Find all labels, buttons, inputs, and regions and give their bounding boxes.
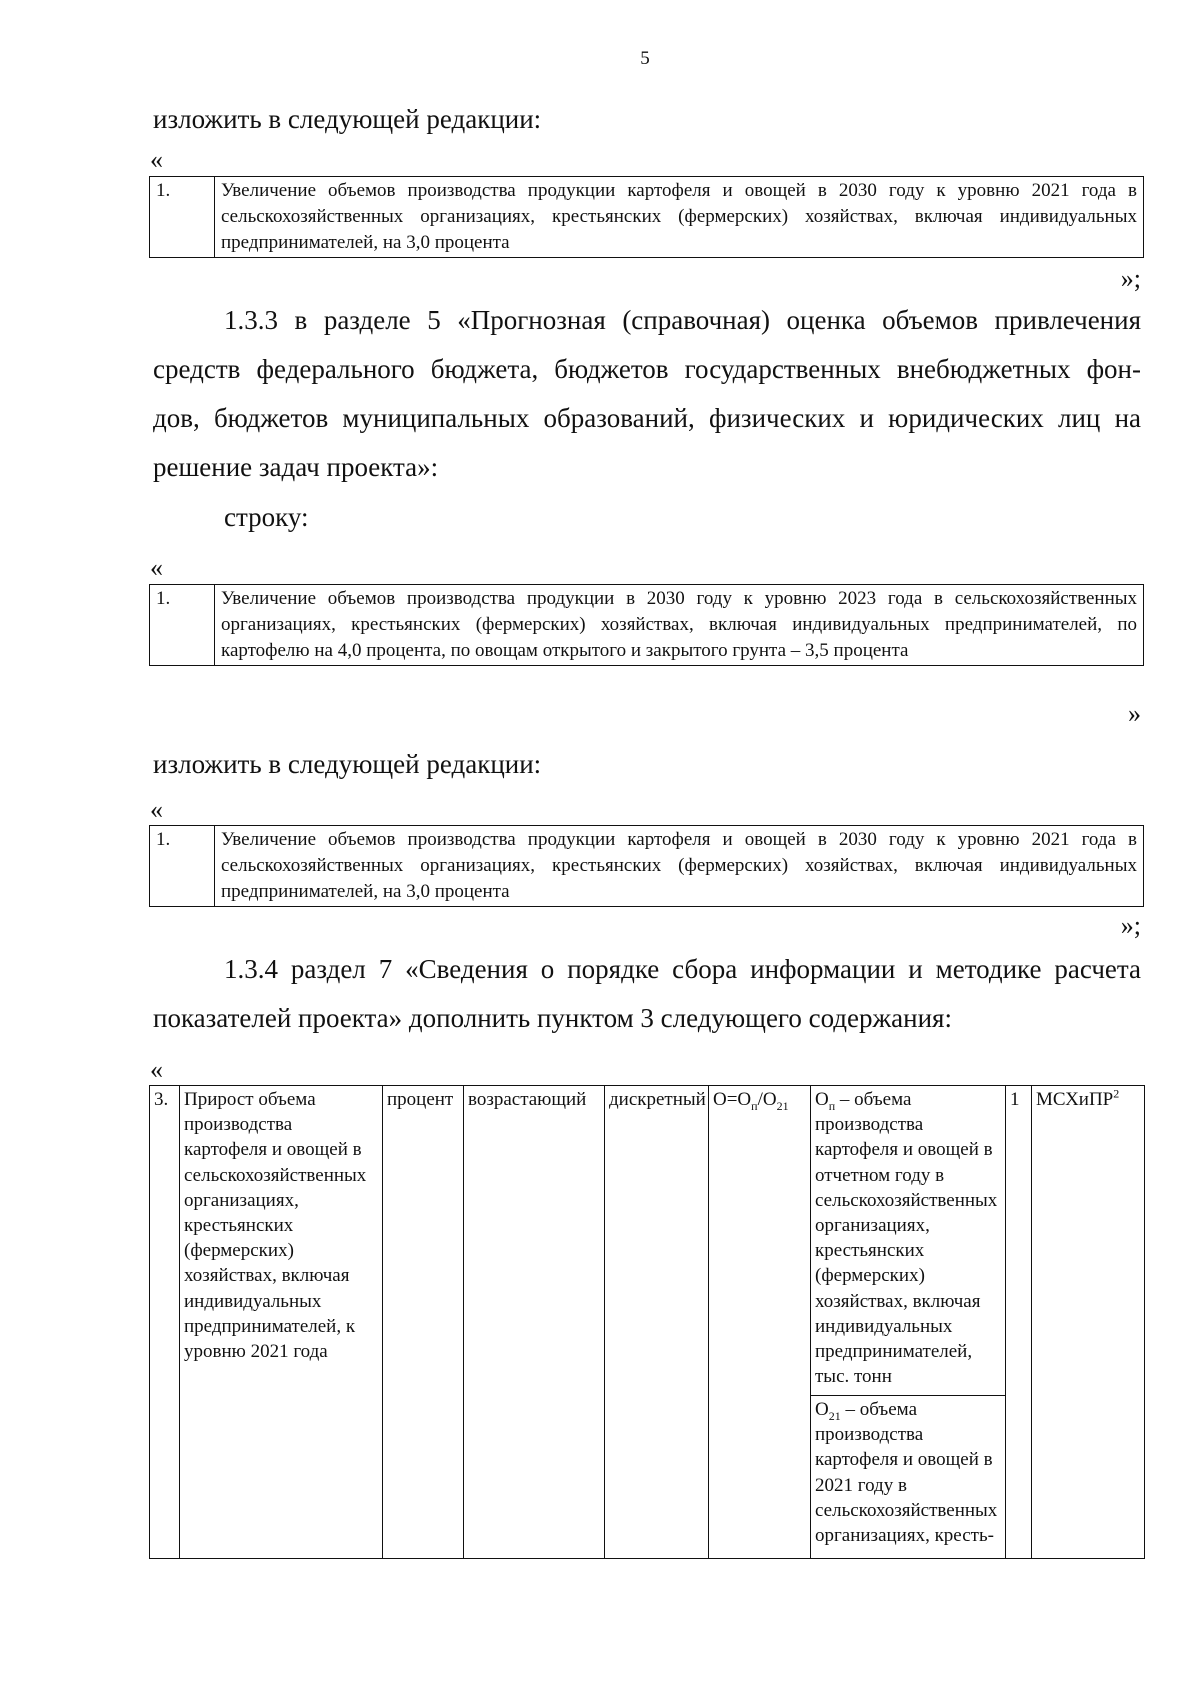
section-133-line-1: 1.3.3 в разделе 5 «Прогнозная (справочная) оценка объемов привлечения [224, 305, 1141, 335]
new-close-quote: »; [1120, 911, 1141, 940]
variable-base-year: $О_{21}$ – объема производства картофеля и овощей в 2021 году в сельскохозяйственных организациях, кресть- [811, 1396, 1006, 1559]
section-133-line-3: дов, бюджетов муниципальных образований, физических и юридических лиц на [153, 403, 1141, 433]
row-text: Увеличение объемов производства продукции картофеля и овощей в 2030 году к уровню 2021 года в сельскохозяйственных организациях, крестьянских (фермерских) хозяйствах, включая индивидуальных предпринимателей, на 3,0 процента [215, 177, 1144, 258]
close-quote: »; [1120, 264, 1141, 293]
indicator-table [149, 1085, 1145, 1559]
section-134-line-2: показателей проекта» дополнить пунктом 3 следующего содержания: [153, 1003, 952, 1033]
lead-text: изложить в следующей редакции: [153, 104, 542, 134]
new-row-text: Увеличение объемов производства продукции картофеля и овощей в 2030 году к уровню 2021 года в сельскохозяйственных организациях, крестьянских (фермерских) хозяйствах, включая индивидуальных предпринимателей, на 3,0 процента [215, 826, 1144, 907]
page-number: 5 [640, 48, 650, 69]
new-lead-text: изложить в следующей редакции: [153, 749, 542, 779]
new-row-table [149, 825, 1144, 907]
indicator-unit: процент [383, 1086, 464, 1559]
old-close-quote: » [1128, 699, 1141, 728]
table-open-quote: « [150, 1055, 163, 1084]
section-134-line-1: 1.3.4 раздел 7 «Сведения о порядке сбора информации и методике расчета [224, 954, 1141, 984]
indicator-type: дискретный [605, 1086, 709, 1559]
new-open-quote: « [150, 795, 163, 824]
open-quote: « [150, 145, 163, 174]
section-133-line-2: средств федерального бюджета, бюджетов государственных внебюджетных фон- [153, 354, 1141, 384]
amendment-row-table [149, 176, 1144, 258]
old-row-number: 1. [150, 585, 215, 666]
new-row-number: 1. [150, 826, 215, 907]
variable-current-year: $О_п$ – объема производства картофеля и овощей в отчетном году в сельскохозяйственных организациях, крестьянских (фермерских) хозяйствах, включая индивидуальных предпринимателей, тыс. тонн [811, 1086, 1006, 1396]
indicator-column-one: 1 [1006, 1086, 1032, 1559]
indicator-trend: возрастающий [464, 1086, 605, 1559]
section-133-line-4: решение задач проекта»: [153, 452, 439, 482]
indicator-source: МСХиПР$^2$ [1032, 1086, 1145, 1559]
indicator-formula: $О=О_п/О_{21}$ [709, 1086, 811, 1559]
old-open-quote: « [150, 553, 163, 582]
indicator-number: 3. [150, 1086, 180, 1559]
row-number: 1. [150, 177, 215, 258]
old-row-text: Увеличение объемов производства продукции в 2030 году к уровню 2023 года в сельскохозяйственных организациях, крестьянских (фермерских) хозяйствах, включая индивидуальных предпринимателей, по картофелю на 4,0 процента, по овощам открытого и закрытого грунта – 3,5 процента [215, 585, 1144, 666]
old-row-table [149, 584, 1144, 666]
indicator-name: Прирост объема производства картофеля и овощей в сельскохозяйственных организациях, крестьянских (фермерских) хозяйствах, включая индивидуальных предпринимателей, к уровню 2021 года [180, 1086, 383, 1559]
stroku-text: строку: [224, 502, 309, 532]
